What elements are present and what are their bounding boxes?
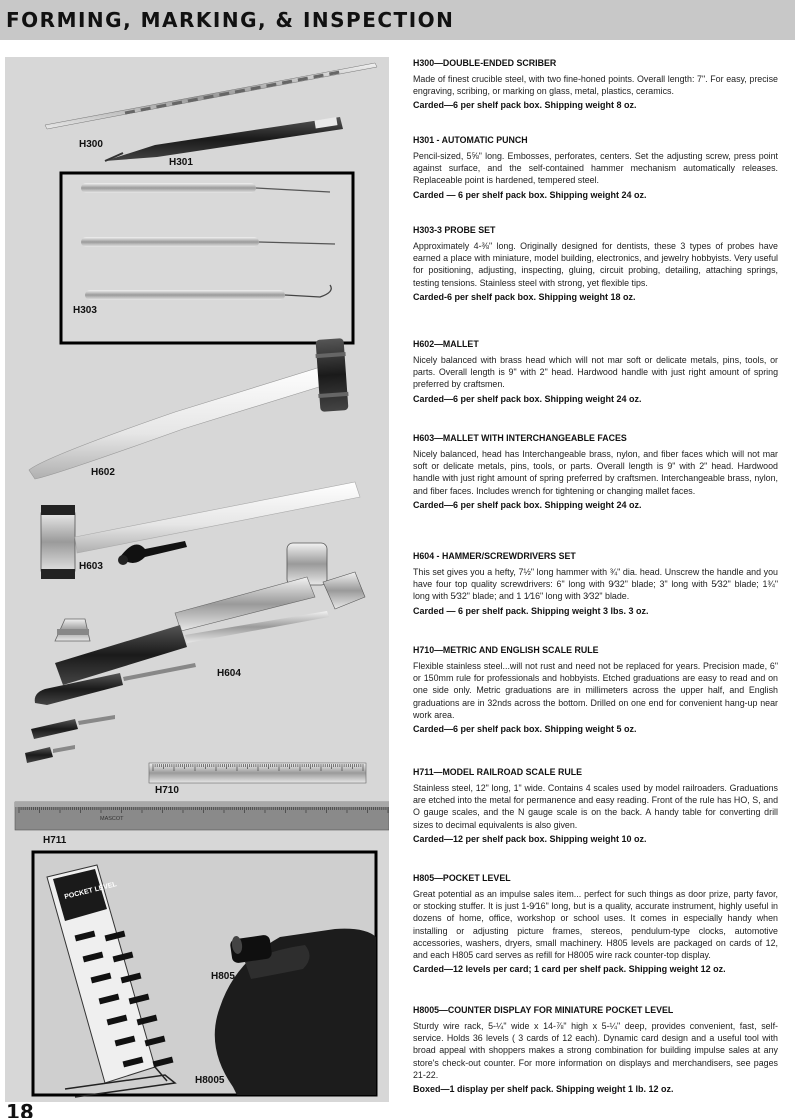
product-shipping: Carded—6 per shelf pack box. Shipping weight 24 oz.	[413, 499, 642, 510]
h602-mallet-image	[29, 338, 348, 479]
product-title: H301 - AUTOMATIC PUNCH	[413, 135, 528, 146]
product-shipping: Carded — 6 per shelf pack box. Shipping weight 24 oz.	[413, 189, 647, 200]
product-h301	[413, 135, 778, 201]
h805-pocket-level-image	[33, 852, 376, 1097]
product-illustration	[5, 57, 389, 1102]
product-h805	[413, 873, 778, 975]
h604-hammer-screwdriver-image	[25, 543, 365, 763]
label-h303: H303	[73, 305, 97, 316]
label-h300: H300	[79, 139, 103, 150]
label-h8005: H8005	[195, 1075, 225, 1086]
product-h300	[413, 58, 778, 111]
product-description: Sturdy wire rack, 5-¼" wide x 14-⅞" high x 5-¼" deep, provides convenient, fast, self-service. Holds 36 levels ( 3 cards of 12 each). Dynamic card design and a useful tool with broad appeal with shoppers makes a strong combination for building impulse sales at any store's check-out counter. For more information on displays and merchandisers, see pages 21-22.	[413, 1021, 778, 1080]
label-h602: H602	[91, 467, 115, 478]
product-h603	[413, 433, 778, 511]
h301-punch-image	[105, 117, 343, 161]
label-h805: H805	[211, 971, 235, 982]
label-h301: H301	[169, 157, 193, 168]
h303-probe-set-image	[61, 173, 353, 343]
card-title: POCKET LEVEL	[63, 881, 118, 901]
product-title: H710—METRIC AND ENGLISH SCALE RULE	[413, 645, 599, 656]
page-header	[0, 0, 795, 40]
product-title: H603—MALLET WITH INTERCHANGEABLE FACES	[413, 433, 627, 444]
product-shipping: Carded—12 levels per card; 1 card per shelf pack. Shipping weight 12 oz.	[413, 964, 726, 975]
product-title: H303-3 PROBE SET	[413, 225, 496, 236]
product-h8005	[413, 1005, 778, 1095]
product-shipping: Carded—12 per shelf pack box. Shipping weight 10 oz.	[413, 833, 647, 844]
product-title: H604 - HAMMER/SCREWDRIVERS SET	[413, 551, 576, 562]
product-h303	[413, 225, 778, 303]
product-shipping: Carded—6 per shelf pack box. Shipping weight 8 oz.	[413, 100, 637, 111]
h710-scale-rule-image	[149, 763, 366, 783]
product-h604	[413, 551, 778, 617]
product-description: Pencil-sized, 5⅝" long. Embosses, perforates, centers. Set the adjusting screw, press point against surface, and the self-contained hammer mechanism automatically releases. Replaceable point is hardened, tempered steel.	[413, 151, 778, 186]
product-shipping: Boxed—1 display per shelf pack. Shipping weight 1 lb. 12 oz.	[413, 1084, 674, 1095]
h711-railroad-rule-image	[15, 802, 389, 830]
page-title: FORMING, MARKING, & INSPECTION	[6, 8, 455, 32]
product-description: Great potential as an impulse sales item... perfect for such things as door prize, party favor, or stocking stuffer. It is just 1-9⁄16" long, but is a quality, accurate instrument, highly useful in dozens of home, office, workshop or school uses. It comes in especially handy when installing or adjusting picture frames, stereos, pendulum-type clocks, automotive accessories, washers, dryers, small machinery. H805 levels are packaged on cards of 12, and each H805 card serves as refill for H8005 wire rack counter-top display.	[413, 889, 778, 961]
product-photo	[5, 57, 389, 1102]
product-shipping: Carded-6 per shelf pack box. Shipping weight 18 oz.	[413, 291, 636, 302]
label-h603: H603	[79, 561, 103, 572]
product-shipping: Carded—6 per shelf pack box. Shipping weight 24 oz.	[413, 393, 642, 404]
product-description: Approximately 4-⅜" long. Originally designed for dentists, these 3 types of probes have earned a place with miniature, model building, electronics, and jewelry hobbyists. Very useful for positioning, adjusting, inspecting, gluing, circuit probing, detailing, attaching springs, testing tensions. Stainless steel with strong, yet flexible tips.	[413, 241, 778, 288]
product-h710	[413, 645, 778, 735]
label-h710: H710	[155, 785, 179, 796]
page-number: 18	[6, 1102, 34, 1118]
product-description: Nicely balanced, head has Interchangeable brass, nylon, and fiber faces which will not mar soft or delicate metals, pins, tools, or parts. Overall length is 9" with 2" head. Hardwood handle with just right amount of spring preferred by craftsmen. Interchangeable brass, nylon, and fiber faces. Includes wrench for tightening or changing mallet faces.	[413, 449, 778, 496]
product-description: Made of finest crucible steel, with two fine-honed points. Overall length: 7". For easy, precise engraving, scribing, or marking on glass, metal, plastics, ceramics.	[413, 74, 778, 97]
product-h602	[413, 339, 778, 405]
product-description: Nicely balanced with brass head which will not mar soft or delicate metals, pins, tools, or parts. Overall length is 9" with 2" head. Hardwood handle with just right amount of spring preferred by craftsmen.	[413, 355, 778, 390]
product-description: Stainless steel, 12" long, 1" wide. Contains 4 scales used by model railroaders. Graduations are etched into the metal for permanence and easy reading. Front of the rule has HO, S, and O gauge scales, and the N gauge scale is on the back. A handy table for converting drill sizes to decimal equivalents is also given.	[413, 783, 778, 830]
product-title: H602—MALLET	[413, 339, 479, 350]
product-shipping: Carded—6 per shelf pack box. Shipping weight 5 oz.	[413, 724, 637, 735]
rule-brand: MASCOT	[100, 816, 124, 822]
product-description: Flexible stainless steel...will not rust and need not be replaced for years. Precision made, 6" or 150mm rule for professionals and hobbyists. Etched graduations are easy to read and on one side only. Metric graduations are in millimeters across the upper half, and English graduations are in 32nds across the bottom. Drilled on one end for convenient hang-up near work area.	[413, 661, 778, 720]
product-h711	[413, 767, 778, 845]
product-title: H8005—COUNTER DISPLAY FOR MINIATURE POCKET LEVEL	[413, 1005, 674, 1016]
label-h711: H711	[43, 835, 67, 846]
product-title: H711—MODEL RAILROAD SCALE RULE	[413, 767, 583, 778]
product-title: H805—POCKET LEVEL	[413, 873, 511, 884]
label-h604: H604	[217, 668, 241, 679]
product-title: H300—DOUBLE-ENDED SCRIBER	[413, 58, 557, 69]
product-description: This set gives you a hefty, 7½" long hammer with ¾" dia. head. Unscrew the handle and you have four top quality screwdrivers: 6" long with 9⁄32" blade; 3" long with 5⁄32" blade; 1¾" long with 5⁄32" blade; and 1 1⁄16" long with 3⁄32" blade.	[413, 567, 778, 602]
product-shipping: Carded — 6 per shelf pack. Shipping weight 3 lbs. 3 oz.	[413, 605, 649, 616]
